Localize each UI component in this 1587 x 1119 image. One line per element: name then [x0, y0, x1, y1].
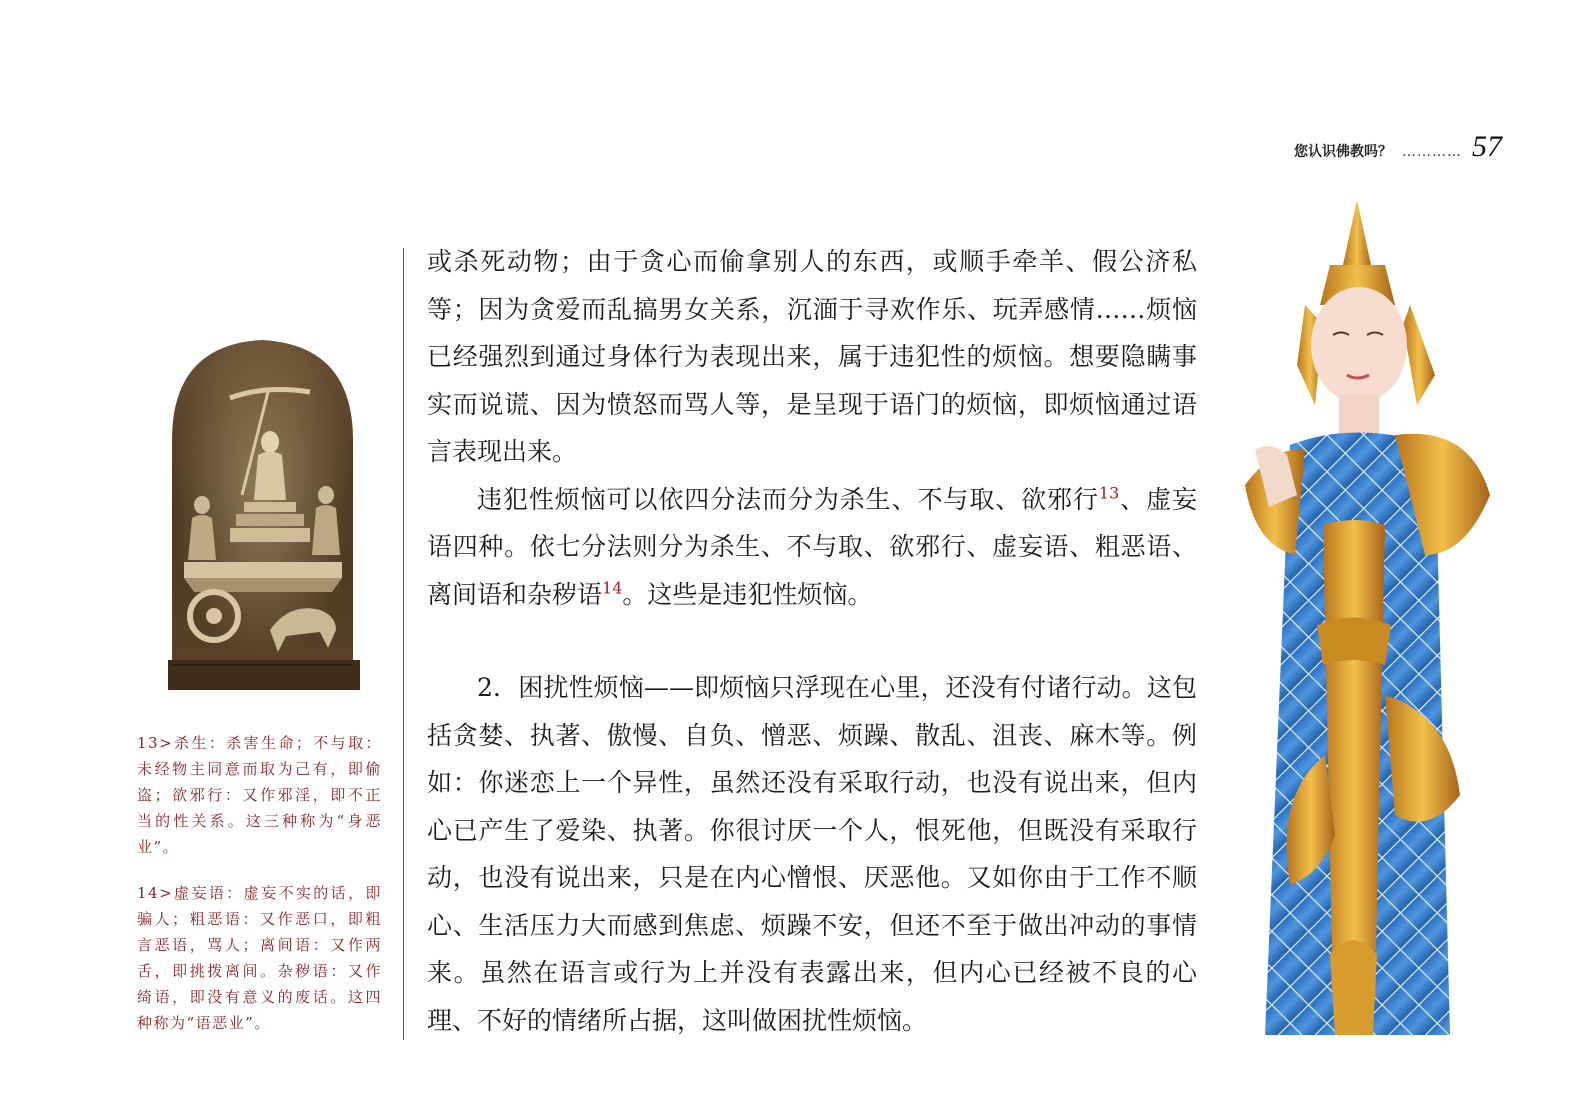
footnote-text: 杀生：杀害生命；不与取：未经物主同意而取为己有，即偷盗；欲邪行：又作邪淫，即不正当的性关系。这三种称为“身恶业”。: [137, 734, 382, 856]
page-number: 57: [1472, 130, 1502, 163]
footnote-text: 虚妄语：虚妄不实的话，即骗人；粗恶语：又作恶口，即粗言恶语，骂人；离间语：又作两舌，即挑拨离间。杂秽语：又作绮语，即没有意义的废话。这四种称为“语恶业”。: [137, 884, 382, 1032]
column-divider: [403, 248, 404, 1040]
golden-buddhist-statue-image: [1235, 195, 1510, 1040]
paragraph-2: 违犯性烦恼可以依四分法而分为杀生、不与取、欲邪行$^{13}$、虚妄语四种。依七分法则分为杀生、不与取、欲邪行、虚妄语、粗恶语、离间语和杂秽语$^{14}$。这些是违犯性烦恼。: [427, 483, 1197, 609]
main-text: [427, 238, 1197, 1044]
paragraph-3: 2．困扰性烦恼——即烦恼只浮现在心里，还没有付诸行动。这包括贪婪、执著、傲慢、自负、憎恶、烦躁、散乱、沮丧、麻木等。例如：你迷恋上一个异性，虽然还没有采取行动，也没有说出来，但内心已产生了爱染、执著。你很讨厌一个人，恨死他，但既没有采取行动，也没有说出来，只是在内心憎恨、厌恶他。又如你由于工作不顺心、生活压力大而感到焦虑、烦躁不安，但还不至于做出冲动的事情来。虽然在语言或行为上并没有表露出来，但内心已经被不良的心理、不好的情绪所占据，这叫做困扰性烦恼。: [427, 673, 1197, 1035]
footnotes: [137, 730, 382, 1056]
footnote-number: 13>: [137, 734, 174, 752]
running-header: [1294, 130, 1502, 164]
book-title: 您认识佛教吗？: [1294, 144, 1392, 160]
footnote-number: 14>: [137, 884, 174, 902]
footnote-14: [137, 880, 382, 1036]
footnote-ref-13[interactable]: 13: [1098, 483, 1120, 503]
footnote-13: [137, 730, 382, 860]
stone-stele-image: [160, 330, 365, 695]
footnote-ref-14[interactable]: 14: [602, 578, 623, 598]
paragraph-1: 或杀死动物；由于贪心而偷拿别人的东西，或顺手牵羊、假公济私等；因为贪爱而乱搞男女关系，沉湎于寻欢作乐、玩弄感情……烦恼已经强烈到通过身体行为表现出来，属于违犯性的烦恼。想要隐瞒事实而说谎、因为愤怒而骂人等，是呈现于语门的烦恼，即烦恼通过语言表现出来。: [427, 247, 1197, 466]
header-dots: …………: [1402, 144, 1462, 160]
